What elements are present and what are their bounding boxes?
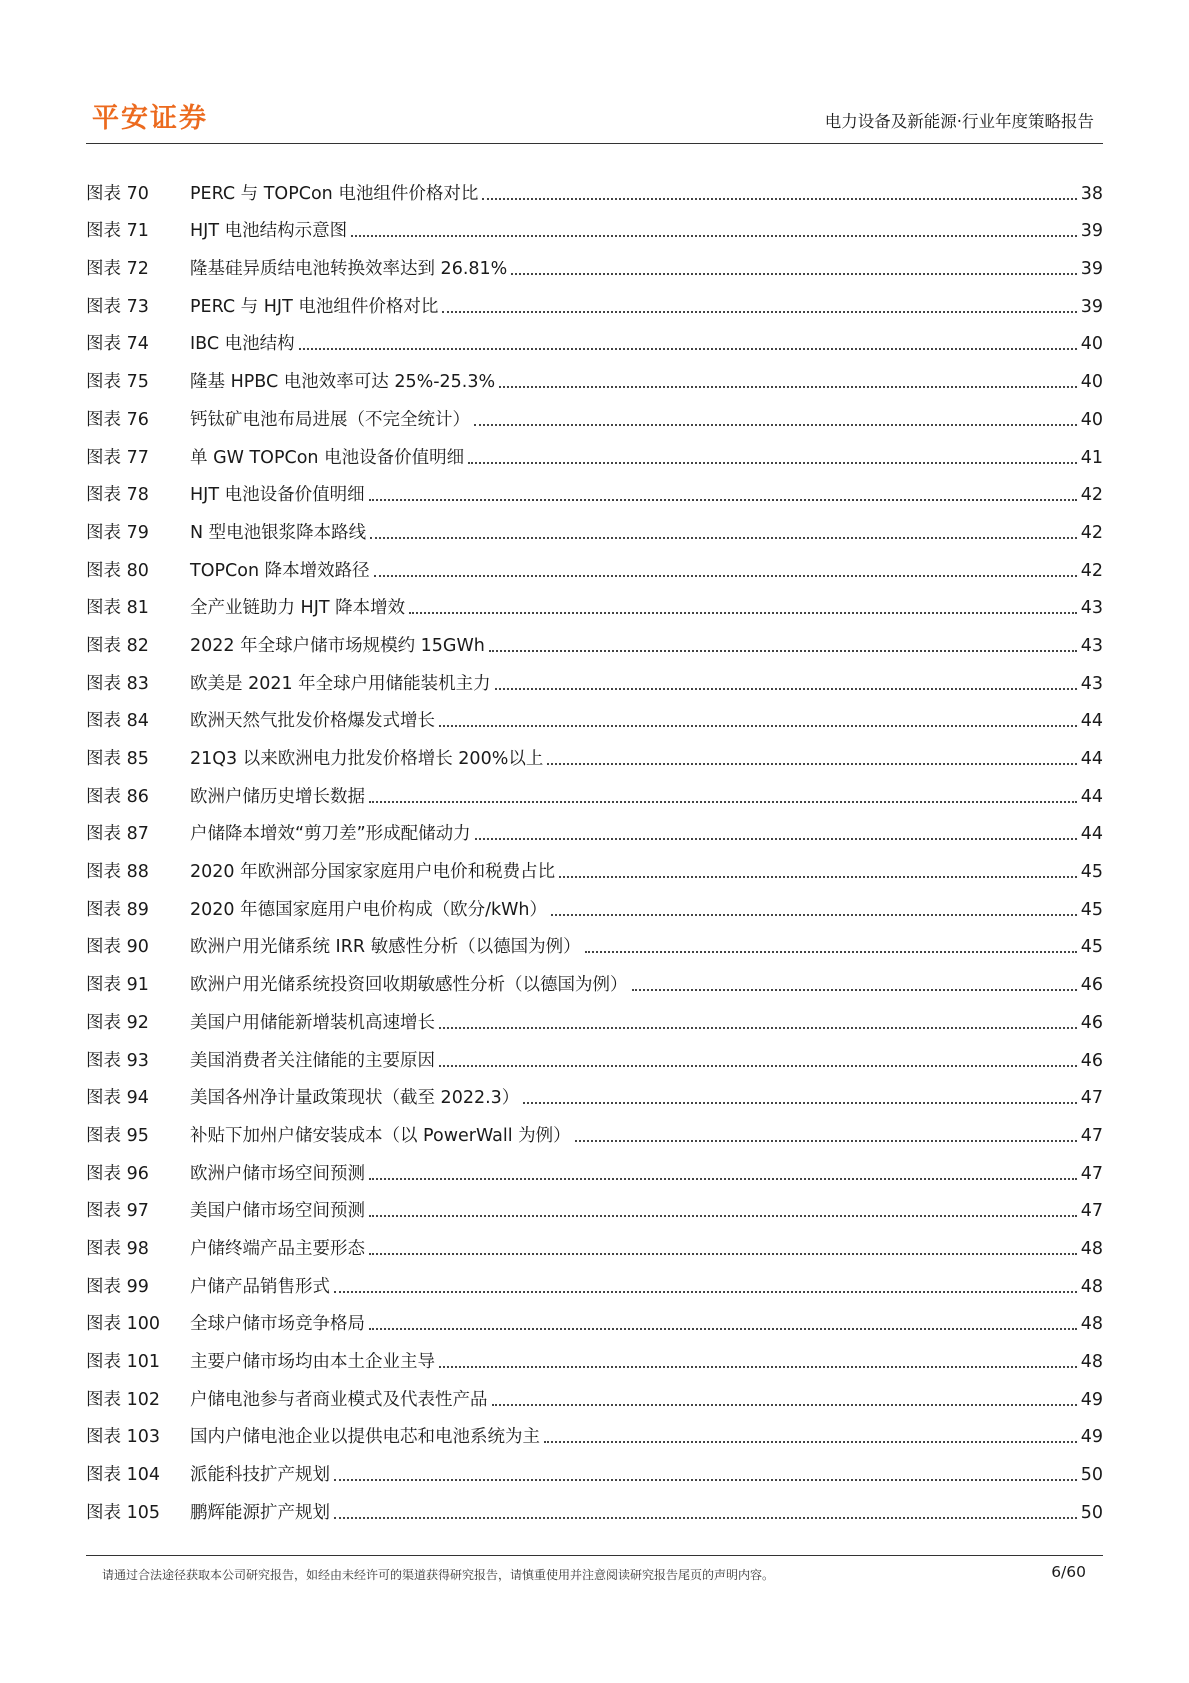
toc-entry-label: 图表 94 xyxy=(86,1088,149,1109)
toc-entry-label: 图表 88 xyxy=(86,862,149,883)
toc-entry[interactable] xyxy=(86,1411,1103,1449)
toc-leader-dots xyxy=(369,1253,1077,1255)
toc-entry-title: PERC 与 TOPCon 电池组件价格对比 xyxy=(190,183,479,204)
toc-entry[interactable] xyxy=(86,808,1103,846)
toc-entry-title: IBC 电池结构 xyxy=(190,334,295,355)
toc-entry[interactable] xyxy=(86,167,1103,205)
toc-entry-title: 户储终端产品主要形态 xyxy=(190,1238,365,1259)
toc-entry-title: 2020 年欧洲部分国家家庭用户电价和税费占比 xyxy=(190,862,556,883)
footer-disclaimer: 请通过合法途径获取本公司研究报告，如经由未经许可的渠道获得研究报告，请慎重使用并注意阅读研究报告尾页的声明内容。 xyxy=(102,1568,775,1582)
toc-entry-page: 47 xyxy=(1080,1201,1103,1222)
toc-entry-page: 39 xyxy=(1080,296,1103,317)
toc-entry-title: HJT 电池结构示意图 xyxy=(190,221,348,242)
toc-entry[interactable] xyxy=(86,544,1103,582)
toc-entry-title: 全产业链助力 HJT 降本增效 xyxy=(190,598,406,619)
company-logo: 平安证券 xyxy=(92,103,208,134)
toc-leader-dots xyxy=(585,951,1077,953)
toc-entry-title: 欧洲天然气批发价格爆发式增长 xyxy=(190,711,435,732)
toc-entry-title: 美国消费者关注储能的主要原因 xyxy=(190,1050,435,1071)
toc-entry-page: 40 xyxy=(1080,409,1103,430)
toc-entry-page: 44 xyxy=(1080,824,1103,845)
toc-entry-label: 图表 89 xyxy=(86,899,149,920)
toc-leader-dots xyxy=(369,1215,1077,1217)
toc-entry-label: 图表 102 xyxy=(86,1389,160,1410)
toc-entry-page: 48 xyxy=(1080,1314,1103,1335)
toc-entry-label: 图表 104 xyxy=(86,1465,160,1486)
toc-leader-dots xyxy=(489,650,1077,652)
toc-entry-page: 49 xyxy=(1080,1427,1103,1448)
toc-entry[interactable] xyxy=(86,958,1103,996)
toc-entry-page: 43 xyxy=(1080,673,1103,694)
toc-entry-label: 图表 86 xyxy=(86,786,149,807)
toc-entry-page: 47 xyxy=(1080,1163,1103,1184)
toc-entry[interactable] xyxy=(86,1109,1103,1147)
toc-entry-label: 图表 77 xyxy=(86,447,149,468)
toc-entry-label: 图表 91 xyxy=(86,975,149,996)
toc-leader-dots xyxy=(442,311,1076,313)
toc-entry-label: 图表 96 xyxy=(86,1163,149,1184)
toc-entry-label: 图表 90 xyxy=(86,937,149,958)
toc-entry[interactable] xyxy=(86,1185,1103,1223)
toc-entry-page: 44 xyxy=(1080,749,1103,769)
toc-entry[interactable] xyxy=(86,921,1103,959)
toc-entry[interactable] xyxy=(86,1448,1103,1486)
toc-entry-title: TOPCon 降本增效路径 xyxy=(190,560,370,581)
toc-entry-label: 图表 74 xyxy=(86,334,149,355)
toc-entry[interactable] xyxy=(86,205,1103,243)
toc-entry-label: 图表 87 xyxy=(86,824,149,845)
toc-entry-title: 主要户储市场均由本土企业主导 xyxy=(190,1352,435,1372)
toc-leader-dots xyxy=(475,838,1077,840)
toc-entry-page: 46 xyxy=(1080,975,1103,996)
toc-entry-label: 图表 71 xyxy=(86,221,149,242)
toc-leader-dots xyxy=(439,725,1077,727)
toc-entry-page: 46 xyxy=(1080,1050,1103,1071)
toc-leader-dots xyxy=(334,1479,1077,1481)
toc-entry-label: 图表 83 xyxy=(86,673,149,694)
page-number: 6/60 xyxy=(1051,1563,1086,1581)
toc-entry-label: 图表 101 xyxy=(86,1352,160,1372)
toc-entry-title: 户储电池参与者商业模式及代表性产品 xyxy=(190,1389,488,1410)
toc-leader-dots xyxy=(299,348,1077,350)
toc-entry-page: 47 xyxy=(1080,1088,1103,1109)
toc-entry-title: 欧洲户储历史增长数据 xyxy=(190,786,365,807)
toc-entry-title: PERC 与 HJT 电池组件价格对比 xyxy=(190,296,439,317)
toc-entry[interactable] xyxy=(86,1298,1103,1336)
toc-entry-page: 39 xyxy=(1080,221,1103,242)
toc-leader-dots xyxy=(474,424,1077,426)
toc-entry[interactable] xyxy=(86,355,1103,393)
toc-leader-dots xyxy=(632,989,1077,991)
toc-entry-page: 50 xyxy=(1080,1502,1103,1523)
toc-entry-label: 图表 75 xyxy=(86,372,149,393)
toc-entry-page: 41 xyxy=(1080,447,1103,468)
toc-entry-page: 46 xyxy=(1080,1012,1103,1033)
toc-entry[interactable] xyxy=(86,1486,1103,1524)
toc-entry-title: 全球户储市场竞争格局 xyxy=(190,1314,365,1335)
toc-entry[interactable] xyxy=(86,1034,1103,1072)
toc-entry-page: 42 xyxy=(1080,560,1103,581)
toc-entry[interactable] xyxy=(86,582,1103,620)
toc-entry-title: 户储产品销售形式 xyxy=(190,1276,330,1297)
toc-entry-label: 图表 93 xyxy=(86,1050,149,1071)
toc-entry-label: 图表 80 xyxy=(86,560,149,581)
toc-entry[interactable] xyxy=(86,1335,1103,1373)
toc-entry-title: 21Q3 以来欧洲电力批发价格增长 200%以上 xyxy=(190,749,544,769)
toc-entry-title: 美国户用储能新增装机高速增长 xyxy=(190,1012,435,1033)
toc-entry-page: 45 xyxy=(1080,899,1103,920)
toc-leader-dots xyxy=(551,914,1077,916)
toc-entry-title: 欧洲户用光储系统 IRR 敏感性分析（以德国为例） xyxy=(190,937,581,958)
toc-entry[interactable] xyxy=(86,393,1103,431)
toc-entry[interactable] xyxy=(86,1222,1103,1260)
toc-entry[interactable] xyxy=(86,883,1103,921)
toc-entry[interactable] xyxy=(86,1260,1103,1298)
toc-entry-page: 40 xyxy=(1080,372,1103,393)
footer-divider xyxy=(86,1555,1103,1556)
toc-leader-dots xyxy=(511,273,1076,275)
toc-entry-page: 44 xyxy=(1080,786,1103,807)
toc-leader-dots xyxy=(374,575,1077,577)
toc-entry[interactable] xyxy=(86,1072,1103,1110)
toc-leader-dots xyxy=(523,1102,1076,1104)
toc-entry-label: 图表 84 xyxy=(86,711,149,732)
toc-entry-label: 图表 82 xyxy=(86,635,149,656)
toc-entry-page: 42 xyxy=(1080,485,1103,506)
toc-leader-dots xyxy=(492,1404,1077,1406)
toc-entry-page: 43 xyxy=(1080,598,1103,619)
toc-entry-title: 派能科技扩产规划 xyxy=(190,1465,330,1486)
toc-entry[interactable] xyxy=(86,657,1103,695)
toc-leader-dots xyxy=(495,688,1077,690)
toc-entry-page: 43 xyxy=(1080,635,1103,656)
toc-entry[interactable] xyxy=(86,845,1103,883)
toc-leader-dots xyxy=(409,612,1077,614)
toc-entry-label: 图表 85 xyxy=(86,749,149,769)
toc-entry-label: 图表 99 xyxy=(86,1276,149,1297)
toc-entry-label: 图表 98 xyxy=(86,1238,149,1259)
toc-entry-label: 图表 100 xyxy=(86,1314,160,1335)
toc-entry-title: HJT 电池设备价值明细 xyxy=(190,485,365,506)
toc-entry-title: 2022 年全球户储市场规模约 15GWh xyxy=(190,635,485,656)
toc-entry-label: 图表 81 xyxy=(86,598,149,619)
toc-leader-dots xyxy=(334,1517,1077,1519)
toc-leader-dots xyxy=(544,1441,1077,1443)
toc-entry[interactable] xyxy=(86,280,1103,318)
toc-entry-page: 48 xyxy=(1080,1352,1103,1372)
toc-entry-page: 39 xyxy=(1080,259,1103,280)
toc-entry-title: 户储降本增效“剪刀差”形成配储动力 xyxy=(190,824,471,845)
toc-entry-label: 图表 72 xyxy=(86,259,149,280)
toc-leader-dots xyxy=(499,386,1077,388)
toc-entry-page: 42 xyxy=(1080,522,1103,543)
toc-entry-title: 欧洲户用光储系统投资回收期敏感性分析（以德国为例） xyxy=(190,975,628,996)
toc-leader-dots xyxy=(369,801,1077,803)
toc-entry-page: 48 xyxy=(1080,1238,1103,1259)
toc-entry-label: 图表 97 xyxy=(86,1201,149,1222)
toc-leader-dots xyxy=(334,1291,1077,1293)
toc-entry-title: 美国户储市场空间预测 xyxy=(190,1201,365,1222)
toc-entry-page: 45 xyxy=(1080,862,1103,883)
toc-entry[interactable] xyxy=(86,506,1103,544)
toc-leader-dots xyxy=(575,1140,1077,1142)
toc-entry-page: 48 xyxy=(1080,1276,1103,1297)
toc-entry-title: 欧洲户储市场空间预测 xyxy=(190,1163,365,1184)
toc-entry-title: 美国各州净计量政策现状（截至 2022.3） xyxy=(190,1088,520,1109)
toc-entry-page: 38 xyxy=(1080,183,1103,204)
toc-entry-title: 单 GW TOPCon 电池设备价值明细 xyxy=(190,447,465,468)
toc-leader-dots xyxy=(439,1366,1077,1368)
table-of-figures xyxy=(86,167,1103,1524)
toc-leader-dots xyxy=(482,198,1076,200)
header-divider xyxy=(86,143,1103,144)
toc-entry-title: 国内户储电池企业以提供电芯和电池系统为主 xyxy=(190,1427,540,1448)
toc-leader-dots xyxy=(369,499,1077,501)
toc-entry-label: 图表 73 xyxy=(86,296,149,317)
toc-entry-title: 隆基 HPBC 电池效率可达 25%-25.3% xyxy=(190,372,496,393)
toc-entry-label: 图表 103 xyxy=(86,1427,160,1448)
toc-leader-dots xyxy=(439,1027,1077,1029)
toc-entry-page: 49 xyxy=(1080,1389,1103,1410)
toc-leader-dots xyxy=(439,1065,1077,1067)
toc-entry[interactable] xyxy=(86,1147,1103,1185)
toc-entry[interactable] xyxy=(86,318,1103,356)
toc-entry[interactable] xyxy=(86,770,1103,808)
toc-entry-label: 图表 105 xyxy=(86,1502,160,1523)
toc-entry-title: 鹏辉能源扩产规划 xyxy=(190,1502,330,1523)
toc-entry[interactable] xyxy=(86,469,1103,507)
toc-leader-dots xyxy=(468,462,1077,464)
toc-entry-title: 补贴下加州户储安装成本（以 PowerWall 为例） xyxy=(190,1125,571,1146)
toc-entry-page: 44 xyxy=(1080,711,1103,732)
toc-entry-title: 欧美是 2021 年全球户用储能装机主力 xyxy=(190,673,491,694)
toc-entry[interactable] xyxy=(86,996,1103,1034)
toc-entry-page: 50 xyxy=(1080,1465,1103,1486)
toc-leader-dots xyxy=(369,1178,1077,1180)
toc-entry-page: 47 xyxy=(1080,1125,1103,1146)
toc-entry-label: 图表 78 xyxy=(86,485,149,506)
toc-entry[interactable] xyxy=(86,1373,1103,1411)
toc-entry-label: 图表 92 xyxy=(86,1012,149,1033)
toc-entry[interactable] xyxy=(86,242,1103,280)
toc-leader-dots xyxy=(369,1328,1077,1330)
toc-entry-title: 隆基硅异质结电池转换效率达到 26.81% xyxy=(190,259,508,280)
toc-entry-title: 钙钛矿电池布局进展（不完全统计） xyxy=(190,409,470,430)
toc-leader-dots xyxy=(351,235,1077,237)
toc-entry[interactable] xyxy=(86,732,1103,770)
toc-entry[interactable] xyxy=(86,431,1103,469)
toc-entry-title: 2020 年德国家庭用户电价构成（欧分/kWh） xyxy=(190,899,548,920)
toc-leader-dots xyxy=(370,537,1077,539)
toc-entry-page: 45 xyxy=(1080,937,1103,958)
toc-entry-page: 40 xyxy=(1080,334,1103,355)
toc-entry-label: 图表 70 xyxy=(86,183,149,204)
toc-entry[interactable] xyxy=(86,619,1103,657)
toc-leader-dots xyxy=(547,763,1076,765)
toc-entry-label: 图表 76 xyxy=(86,409,149,430)
toc-entry-title: N 型电池银浆降本路线 xyxy=(190,522,367,543)
toc-entry-label: 图表 95 xyxy=(86,1125,149,1146)
toc-leader-dots xyxy=(559,876,1077,878)
toc-entry-label: 图表 79 xyxy=(86,522,149,543)
report-title: 电力设备及新能源·行业年度策略报告 xyxy=(824,112,1094,131)
toc-entry[interactable] xyxy=(86,695,1103,733)
